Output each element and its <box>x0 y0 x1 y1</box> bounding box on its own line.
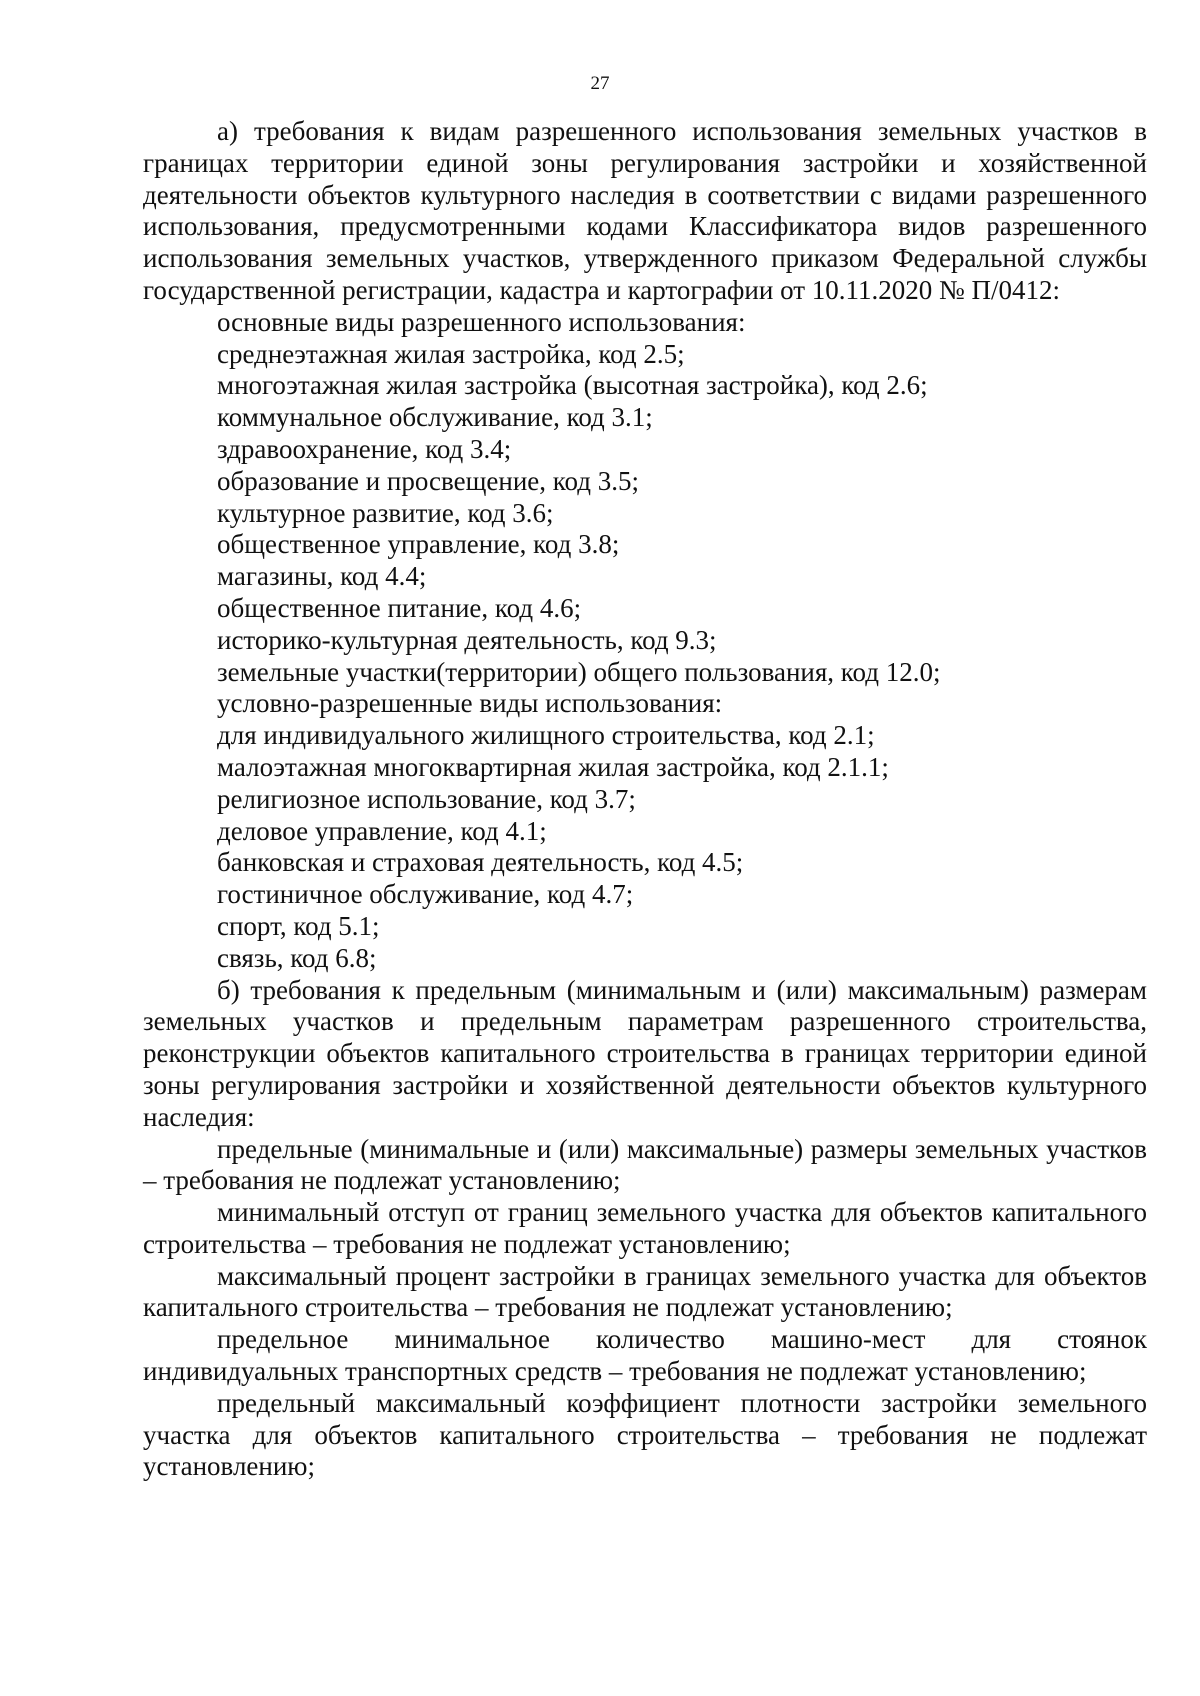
conditional-use-item: гостиничное обслуживание, код 4.7; <box>217 879 634 910</box>
conditional-use-item: малоэтажная многоквартирная жилая застройка, код 2.1.1; <box>217 751 889 782</box>
conditional-use-item: спорт, код 5.1; <box>217 910 380 941</box>
conditional-use-item: религиозное использование, код 3.7; <box>217 783 636 814</box>
main-use-item: коммунальное обслуживание, код 3.1; <box>217 402 653 433</box>
section-b-intro: б) требования к предельным (минимальным и (или) максимальным) размерам земельных участков и предельным параметрам разрешенного строительства, реконструкции объектов капитального строительства в границах территории единой зоны регулирования застройки и хозяйственной деятельности объектов культурного наследия: <box>143 974 1147 1132</box>
conditional-use-item: деловое управление, код 4.1; <box>217 815 547 846</box>
conditional-use-item: банковская и страховая деятельность, код 4.5; <box>217 847 744 878</box>
conditional-use-item: для индивидуального жилищного строительства, код 2.1; <box>217 720 875 751</box>
document-body <box>143 116 1147 1483</box>
conditional-uses-heading: условно-разрешенные виды использования: <box>217 688 723 719</box>
main-uses-heading: основные виды разрешенного использования: <box>217 306 746 337</box>
parameter-item: предельные (минимальные и (или) максимальные) размеры земельных участков – требования не подлежат установлению; <box>143 1133 1147 1196</box>
section-a-intro: а) требования к видам разрешенного использования земельных участков в границах территории единой зоны регулирования застройки и хозяйственной деятельности объектов культурного наследия в соответствии с видами разрешенного использования, предусмотренными кодами Классификатора видов разрешенного использования земельных участков, утвержденного приказом Федеральной службы государственной регистрации, кадастра и картографии от 10.11.2020 № П/0412: <box>143 116 1147 305</box>
main-use-item: здравоохранение, код 3.4; <box>217 433 512 464</box>
parameter-item: минимальный отступ от границ земельного участка для объектов капитального строительства – требования не подлежат установлению; <box>143 1197 1147 1259</box>
parameter-item: предельный максимальный коэффициент плотности застройки земельного участка для объектов капитального строительства – требования не подлежат установлению; <box>143 1387 1147 1482</box>
main-use-item: магазины, код 4.4; <box>217 561 427 592</box>
conditional-use-item: связь, код 6.8; <box>217 942 377 973</box>
parameter-item: максимальный процент застройки в границах земельного участка для объектов капитального строительства – требования не подлежат установлению; <box>143 1260 1147 1323</box>
parameter-item: предельное минимальное количество машино-мест для стоянок индивидуальных транспортных средств – требования не подлежат установлению; <box>143 1324 1147 1387</box>
main-use-item: общественное питание, код 4.6; <box>217 592 582 623</box>
main-use-item: общественное управление, код 3.8; <box>217 529 620 560</box>
page-number: 27 <box>590 73 610 94</box>
main-use-item: историко-культурная деятельность, код 9.3; <box>217 624 717 655</box>
main-use-item: культурное развитие, код 3.6; <box>217 497 554 528</box>
main-use-item: образование и просвещение, код 3.5; <box>217 465 639 496</box>
main-use-item: среднеэтажная жилая застройка, код 2.5; <box>217 338 685 369</box>
main-use-item: земельные участки(территории) общего пользования, код 12.0; <box>217 656 941 687</box>
main-use-item: многоэтажная жилая застройка (высотная застройка), код 2.6; <box>217 370 928 401</box>
